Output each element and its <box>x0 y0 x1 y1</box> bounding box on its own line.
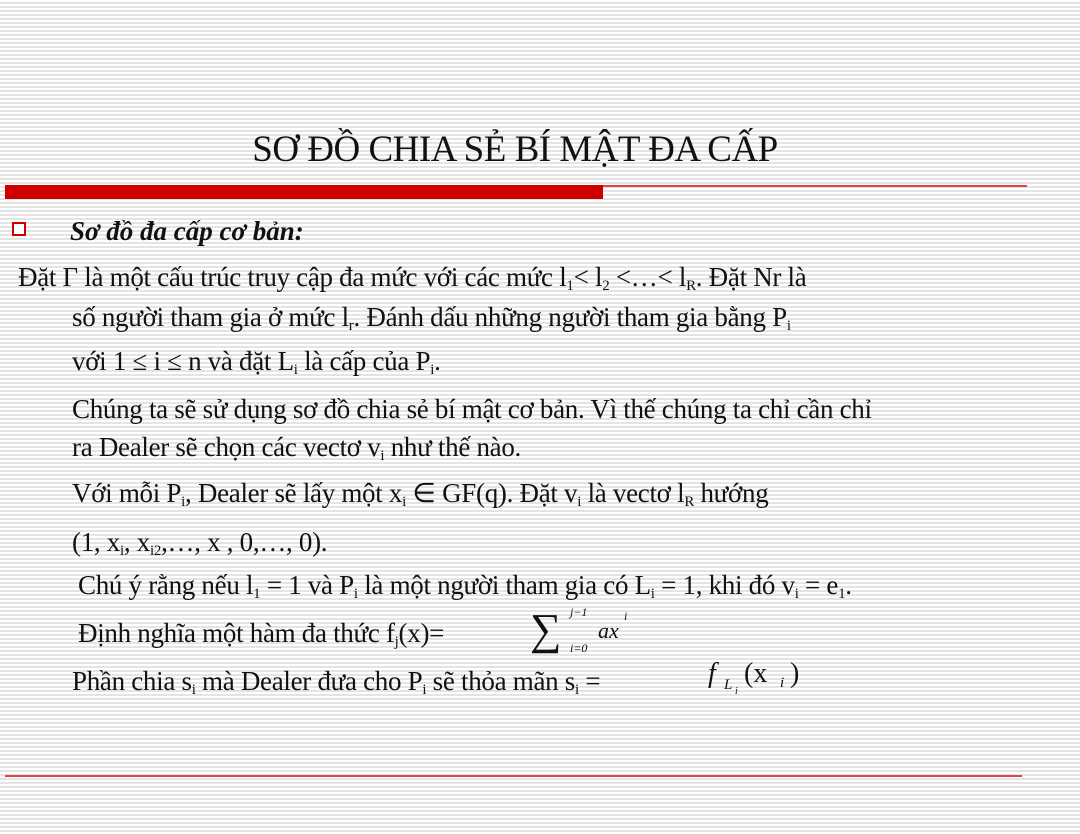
body-line <box>18 262 806 293</box>
sum-lower: i=0 <box>570 641 588 655</box>
subscript: 1 <box>253 586 261 602</box>
body-line <box>78 618 444 649</box>
text-run: (1, x <box>72 527 120 557</box>
f-subsubscript: i <box>735 686 738 697</box>
text-run: . Đánh dấu những người tham gia bằng P <box>353 302 787 332</box>
subscript: 1 <box>838 586 846 602</box>
f-argument: (x <box>744 658 768 689</box>
text-run: mà Dealer đưa cho P <box>195 666 423 696</box>
text-run: (x)= <box>398 618 445 648</box>
text-run: Với mỗi P <box>72 478 182 508</box>
body-line <box>72 478 768 509</box>
text-run: với 1 ≤ i ≤ n và đặt L <box>72 346 294 376</box>
body-line <box>72 302 791 333</box>
square-bullet-icon <box>12 222 26 236</box>
text-run: là một người tham gia có L <box>357 570 651 600</box>
body-line <box>72 394 872 425</box>
subscript: j <box>394 634 399 650</box>
subscript: i <box>577 494 582 510</box>
text-run: = 1, khi đó v <box>654 570 795 600</box>
subscript: i <box>402 494 406 510</box>
text-run: Chú ý rằng nếu l <box>78 570 254 600</box>
text-run: = 1 và P <box>260 570 354 600</box>
f-arg-subscript: i <box>780 675 785 691</box>
body-line <box>78 570 852 601</box>
subscript: i <box>293 362 298 378</box>
text-run: số người tham gia ở mức l <box>72 302 349 332</box>
body-line <box>72 432 521 463</box>
title-accent-bar <box>5 185 603 199</box>
text-run: <…< l <box>609 262 687 292</box>
subscript: i <box>191 682 196 698</box>
text-run: là vectơ l <box>581 478 685 508</box>
body-line <box>72 666 600 697</box>
text-run: . <box>434 346 441 376</box>
subscript: R <box>686 278 696 294</box>
subscript: r <box>348 318 354 334</box>
text-run: ∈ GF(q). Đặt v <box>405 478 578 508</box>
subscript: i <box>430 362 435 378</box>
text-run: = <box>578 666 601 696</box>
subscript: i <box>794 586 799 602</box>
text-run: sẽ thỏa mãn s <box>426 666 576 696</box>
body-line <box>72 346 441 377</box>
sum-body: ax <box>598 618 619 643</box>
section-heading: Sơ đồ đa cấp cơ bản: <box>70 216 304 246</box>
sigma-symbol: ∑ <box>530 605 562 654</box>
subscript: 2 <box>602 278 610 294</box>
text-run: = e <box>798 570 839 600</box>
body-line <box>72 527 327 558</box>
footer-line <box>5 775 1022 777</box>
subscript: i <box>181 494 185 510</box>
subscript: i2 <box>149 543 162 559</box>
subscript: i <box>120 543 124 559</box>
text-run: Định nghĩa một hàm đa thức f <box>78 618 395 648</box>
subscript: i <box>380 448 385 464</box>
text-run: , Dealer sẽ lấy một x <box>184 478 403 508</box>
f-subscript: L <box>724 677 733 693</box>
text-run: hướng <box>694 478 769 508</box>
subscript: i <box>575 682 579 698</box>
sum-formula <box>530 606 650 656</box>
share-formula <box>708 660 818 700</box>
text-run: ,…, x , 0,…, 0). <box>161 527 328 557</box>
slide-title: SƠ ĐỒ CHIA SẺ BÍ MẬT ĐA CẤP <box>252 129 778 170</box>
subscript: i <box>786 318 791 334</box>
text-run: . <box>845 570 852 600</box>
subscript: i <box>422 682 427 698</box>
text-run: như thế nào. <box>384 432 521 462</box>
subscript: i <box>650 586 655 602</box>
text-run: Chúng ta sẽ sử dụng sơ đồ chia sẻ bí mật cơ bản. Vì thế chúng ta chỉ cần chỉ <box>72 394 872 424</box>
sum-exponent: i <box>624 609 628 623</box>
text-run: , x <box>123 527 150 557</box>
f-symbol: f <box>708 658 716 689</box>
text-run: < l <box>573 262 603 292</box>
subscript: 1 <box>566 278 574 294</box>
text-run: ra Dealer sẽ chọn các vectơ v <box>72 432 381 462</box>
f-close-paren: ) <box>790 658 800 689</box>
text-run: Phần chia s <box>72 666 192 696</box>
sum-upper: j−1 <box>570 605 588 619</box>
text-run: Đặt Γ là một cấu trúc truy cập đa mức với các mức l <box>18 262 567 292</box>
text-run: là cấp của P <box>297 346 431 376</box>
text-run: . Đặt Nr là <box>695 262 807 292</box>
subscript: R <box>684 494 695 510</box>
subscript: i <box>353 586 358 602</box>
